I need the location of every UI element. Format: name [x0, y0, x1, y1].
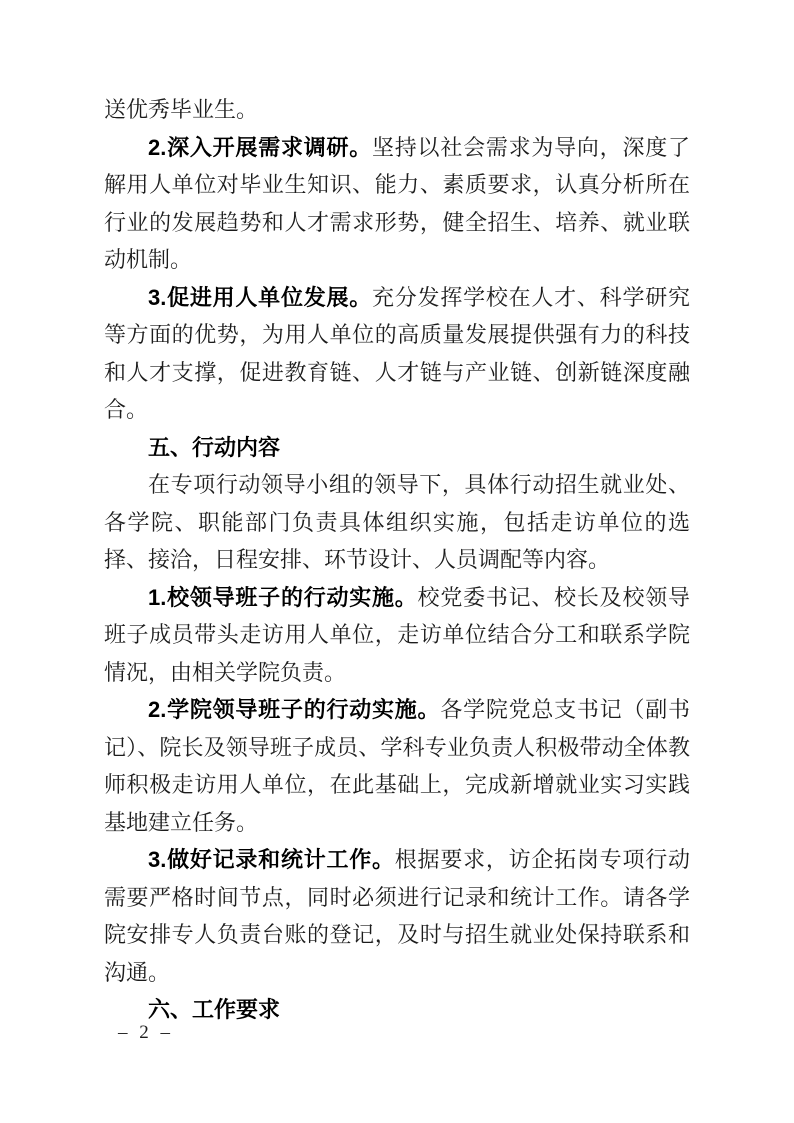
paragraph-text: 根据要求，访企拓岗专项行动需要严格时间节点，同时必须进行记录和统计工作。请各学院安排专人负责台账的登记，及时与招生就业处保持联系和沟通。: [104, 847, 690, 985]
paragraph-text: 充分发挥学校在人才、科学研究等方面的优势，为用人单位的高质量发展提供强有力的科技和人才支撑，促进教育链、人才链与产业链、创新链深度融合。: [104, 284, 690, 422]
paragraph-text: 在专项行动领导小组的领导下，具体行动招生就业处、各学院、职能部门负责具体组织实施，包括走访单位的选择、接洽，日程安排、环节设计、人员调配等内容。: [104, 472, 690, 572]
paragraph-item-3b: [104, 841, 690, 991]
paragraph-item-3: [104, 279, 690, 429]
section-heading-6: 六、工作要求: [148, 997, 281, 1022]
paragraph-continuation: [104, 91, 690, 129]
paragraph-lead-bold: 2.学院领导班子的行动实施。: [148, 697, 441, 722]
paragraph-text: 坚持以社会需求为导向，深度了解用人单位对毕业生知识、能力、素质要求，认真分析所在行业的发展趋势和人才需求形势，健全招生、培养、就业联动机制。: [104, 134, 690, 272]
paragraph-text: 校党委书记、校长及校领导班子成员带头走访用人单位，走访单位结合分工和联系学院情况，由相关学院负责。: [104, 584, 690, 685]
paragraph-text: 送优秀毕业生。: [104, 97, 259, 122]
document-body: [104, 91, 690, 1029]
paragraph-lead-bold: 1.校领导班子的行动实施。: [148, 584, 418, 610]
paragraph-lead-bold: 3.促进用人单位发展。: [148, 284, 373, 310]
section-heading-5: 五、行动内容: [148, 434, 281, 460]
paragraph-lead-bold: 3.做好记录和统计工作。: [148, 847, 395, 872]
paragraph-item-2: [104, 129, 690, 279]
paragraph-lead-bold: 2.深入开展需求调研。: [148, 134, 373, 160]
paragraph-section-intro: [104, 466, 690, 579]
paragraph-item-1: [104, 579, 690, 692]
page-number-footer: – 2 –: [118, 1022, 170, 1043]
paragraph-text: 各学院党总支书记（副书记）、院长及领导班子成员、学科专业负责人积极带动全体教师积极走访用人单位，在此基础上，完成新增就业实习实践基地建立任务。: [104, 697, 690, 835]
paragraph-item-2b: [104, 691, 690, 841]
